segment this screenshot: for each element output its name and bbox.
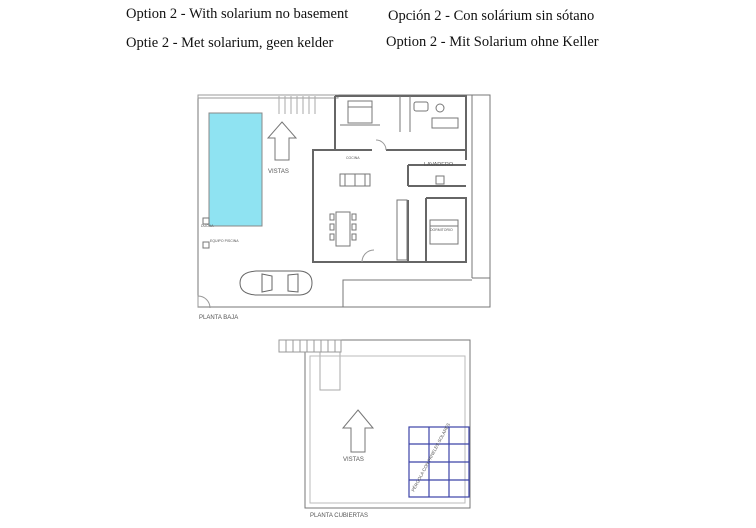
- dining-table-icon: [336, 212, 350, 246]
- caption-spanish: Opción 2 - Con solárium sin sótano: [388, 8, 595, 24]
- caption-dutch: Optie 2 - Met solarium, geen kelder: [126, 35, 334, 51]
- ground-floor-title: PLANTA BAJA: [199, 315, 239, 321]
- bed-icon: [348, 101, 372, 123]
- pool-equipment-label: EQUIPO PISCINA: [210, 239, 239, 243]
- cocina-label: COCINA: [346, 156, 360, 160]
- lavadero-label: LAVADERO: [424, 162, 454, 168]
- roof-plan-title: PLANTA CUBIERTAS: [310, 513, 369, 519]
- pergola-label: PÉRGOLA CON PANELES SOLARES: [410, 422, 452, 493]
- vistas-arrow-icon: [268, 122, 296, 160]
- roof-plan: [279, 340, 470, 508]
- vistas-label: VISTAS: [268, 169, 289, 175]
- entry-steps: [279, 96, 315, 114]
- boundary-wall-top: [198, 95, 338, 98]
- toilet-icon: [414, 102, 428, 111]
- swimming-pool: [209, 113, 262, 226]
- caption-english: Option 2 - With solarium no basement: [126, 6, 349, 22]
- caption-german: Option 2 - Mit Solarium ohne Keller: [386, 34, 599, 50]
- car-icon: [240, 271, 312, 295]
- roof-stairs: [279, 340, 341, 352]
- roof-vistas-arrow-icon: [343, 410, 373, 452]
- ground-floor-plan: [198, 95, 490, 308]
- dormitorio-label: DORMITORIO: [430, 228, 453, 232]
- bed-icon: [430, 220, 458, 244]
- washer-icon: [436, 176, 444, 184]
- shower-label: DUCHA: [201, 224, 214, 228]
- shower-tray-icon: [432, 118, 458, 128]
- roof-vistas-label: VISTAS: [343, 457, 364, 463]
- kitchen-counter-icon: [397, 200, 407, 260]
